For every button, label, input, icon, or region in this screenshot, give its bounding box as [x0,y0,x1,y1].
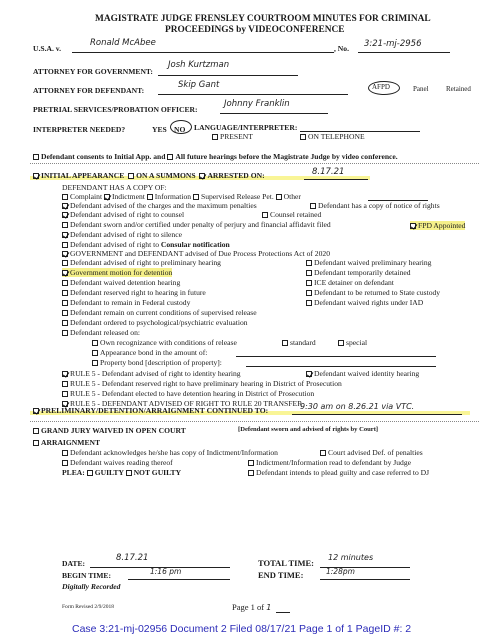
continued-row: PRELIMINARY/DETENTION/ARRAIGNMENT CONTINUED TO: [33,406,268,415]
temporarily-detained: Defendant temporarily detained [306,268,411,277]
arraign-intends-plead: Defendant intends to plead guilty and case referred to DJ [248,468,429,477]
prelim-hearing-right: Defendant advised of right to preliminary hearing [62,258,221,267]
rule5-elected-detention: RULE 5 - Defendant elected to have detention hearing in District of Prosecution [62,389,314,398]
waived-detention: Defendant waived detention hearing [62,278,180,287]
notice-rights: Defendant has a copy of notice of rights [310,201,440,210]
def-attorney-name: Skip Gant [178,80,220,90]
date-label: DATE: [62,559,86,568]
page-indicator: Page 1 of 1 [232,602,272,612]
begin-time: 1:16 pm [150,567,182,576]
arraign-read-by-judge: Indictment/Information read to defendant by Judge [248,458,411,467]
filing-footer: Case 3:21-mj-02956 Document 2 Filed 08/17/21 Page 1 of 1 PageID #: 2 [72,623,412,635]
form-title-line2: PROCEEDINGS by VIDEOCONFERENCE [165,25,345,35]
interpreter-yes: YES [152,125,167,134]
panel-option: Panel [413,85,429,93]
rule5-rule20: RULE 5 - DEFENDANT ADVISED OF RIGHT TO RULE 20 TRANSFER [62,399,302,408]
advised-counsel: Defendant advised of right to counsel [62,210,184,219]
initial-appearance-row: INITIAL APPEARANCE ON A SUMMONS ARRESTED ON: [33,171,265,180]
plea-row: PLEA: GUILTY NOT GUILTY [62,468,182,477]
rule5-waived-identity: Defendant waived identity hearing [306,369,419,378]
hearing-date: 8.17.21 [116,553,149,563]
grand-jury-row: GRAND JURY WAIVED IN OPEN COURT [33,426,186,435]
interpreter-label: INTERPRETER NEEDED? [33,125,126,134]
case-no-label: , No. [334,44,349,53]
arrest-date: 8.17.21 [312,167,345,177]
end-time-label: END TIME: [258,570,304,580]
release-special: special [338,338,367,347]
psych-evaluation: Defendant ordered to psychological/psychiatric evaluation [62,318,248,327]
waived-iad: Defendant waived rights under IAD [306,298,423,307]
counsel-retained: Counsel retained [262,210,321,219]
ice-detainer: ICE detainer on defendant [306,278,394,287]
pretrial-officer-name: Johnny Franklin [224,99,290,109]
gov-motion-detention: Government motion for detention [62,268,172,277]
waived-prelim: Defendant waived preliminary hearing [306,258,431,267]
total-time: 12 minutes [328,553,374,562]
release-standard: standard [282,338,316,347]
consent-line: Defendant consents to Initial App. and All future hearings before the Magistrate Judge by video conference. [33,152,398,161]
federal-custody: Defendant to remain in Federal custody [62,298,190,307]
gov-attorney-name: Josh Kurtzman [168,60,230,70]
continued-value: 9:30 am on 8.26.21 via VTC. [300,402,415,411]
grand-jury-note: [Defendant sworn and advised of rights by Court] [238,426,379,433]
retained-option: Retained [446,85,471,93]
advised-silence: Defendant advised of right to silence [62,230,182,239]
afpd-option: AFPD [372,83,390,91]
arraign-copy: Defendant acknowledges he/she has copy of Indictment/Information [62,448,278,457]
property-bond: Property bond [description of property]: [92,358,222,367]
released-on: Defendant released on: [62,328,140,337]
consular-notification: Defendant advised of right to Consular notification [62,240,230,249]
copy-label: DEFENDANT HAS A COPY OF: [62,183,167,192]
fpd-appointed: FPD Appointed [410,221,465,230]
own-recognizance: Own recognizance with conditions of release [92,338,237,347]
financial-affidavit: Defendant sworn and/or certified under penalty of perjury and financial affidavit filed [62,220,331,229]
case-number: 3:21-mj-2956 [364,39,422,49]
defendant-name: Ronald McAbee [90,38,156,48]
reserved-hearing: Defendant reserved right to hearing in future [62,288,206,297]
arraign-waives-reading: Defendant waives reading thereof [62,458,173,467]
digitally-recorded: Digitally Recorded [62,582,121,591]
language-label: LANGUAGE/INTERPRETER: [194,123,298,132]
form-title-line1: MAGISTRATE JUDGE FRENSLEY COURTROOM MINUTES FOR CRIMINAL [95,14,431,24]
interpreter-no: NO [174,125,186,134]
returned-state: Defendant to be returned to State custody [306,288,440,297]
current-conditions: Defendant remain on current conditions of supervised release [62,308,257,317]
advised-charges: Defendant advised of the charges and the maximum penalties [62,201,257,210]
interpreter-present: PRESENT [212,132,253,141]
gov-attorney-label: ATTORNEY FOR GOVERNMENT: [33,67,153,76]
due-process-act: GOVERNMENT and DEFENDANT advised of Due Process Protections Act of 2020 [62,249,330,258]
total-time-label: TOTAL TIME: [258,558,314,568]
arraign-penalties: Court advised Def. of penalties [320,448,423,457]
def-attorney-label: ATTORNEY FOR DEFENDANT: [33,86,145,95]
arraignment-row: ARRAIGNMENT [33,438,100,447]
interpreter-phone: ON TELEPHONE [300,132,365,141]
begin-time-label: BEGIN TIME: [62,571,112,580]
form-revised: Form Revised 2/9/2018 [62,604,114,610]
usa-label: U.S.A. v. [33,44,62,53]
rule5-reserved-prelim: RULE 5 - Defendant reserved right to have preliminary hearing in District of Prosecution [62,379,342,388]
end-time: 1:28pm [326,567,355,576]
copy-options: Complaint Indictment Information Supervised Release Pet. Other [62,192,301,201]
pretrial-label: PRETRIAL SERVICES/PROBATION OFFICER: [33,105,198,114]
rule5-identity: RULE 5 - Defendant advised of right to identity hearing [62,369,241,378]
appearance-bond: Appearance bond in the amount of: [92,348,207,357]
